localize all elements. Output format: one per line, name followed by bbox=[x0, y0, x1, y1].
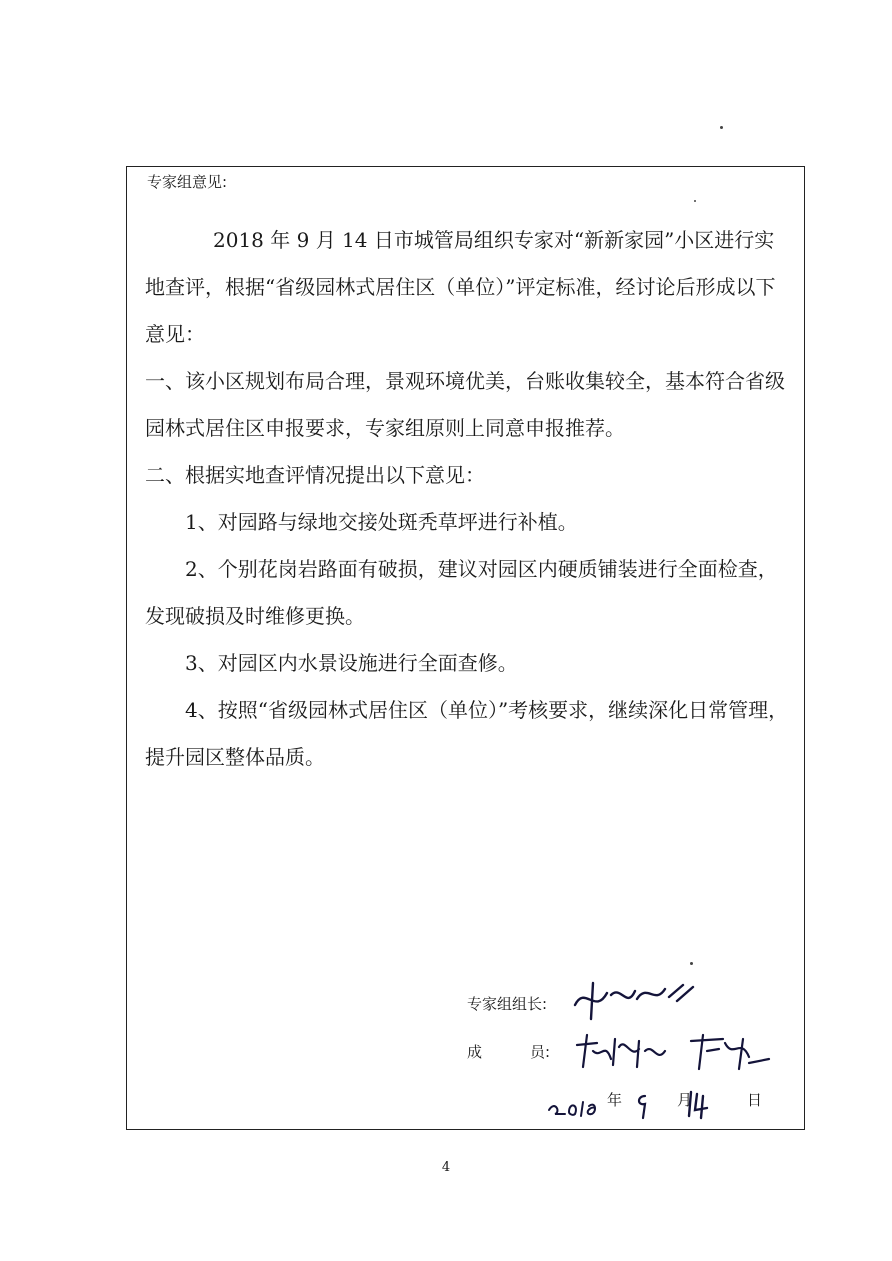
suggestion-3: 3、对园区内水景设施进行全面查修。 bbox=[185, 651, 518, 675]
members-signature-line bbox=[467, 1041, 550, 1062]
members-signature-image bbox=[573, 1029, 773, 1075]
suggestion-1: 1、对园路与绿地交接处斑秃草坪进行补植。 bbox=[185, 510, 578, 534]
member-label-b: 员: bbox=[530, 1043, 551, 1061]
opinion-item-2: 二、根据实地查评情况提出以下意见： bbox=[145, 463, 485, 487]
day-char: 日 bbox=[747, 1091, 763, 1109]
scan-speck bbox=[720, 126, 723, 129]
page-number: 4 bbox=[441, 1160, 451, 1175]
expert-opinion-form bbox=[126, 166, 805, 1130]
section-label: 专家组意见: bbox=[147, 173, 228, 191]
year-char: 年 bbox=[607, 1091, 623, 1109]
leader-label: 专家组组长: bbox=[467, 995, 548, 1013]
intro-paragraph: 2018 年 9 月 14 日市城管局组织专家对“新新家园”小区进行实地查评，根据“省级园林式居住区（单位）”评定标准，经讨论后形成以下意见： bbox=[145, 228, 776, 346]
opinion-body bbox=[145, 217, 791, 781]
opinion-item-1: 一、该小区规划布局合理，景观环境优美，台账收集较全，基本符合省级园林式居住区申报要求，专家组原则上同意申报推荐。 bbox=[145, 369, 785, 440]
suggestion-2: 2、个别花岗岩路面有破损，建议对园区内硬质铺装进行全面检查，发现破损及时维修更换。 bbox=[145, 557, 778, 628]
month-char: 月 bbox=[677, 1091, 693, 1109]
leader-signature-line bbox=[467, 993, 547, 1014]
date-line bbox=[552, 1089, 762, 1110]
leader-signature-image bbox=[565, 975, 705, 1025]
suggestion-4: 4、按照“省级园林式居住区（单位）”考核要求，继续深化日常管理，提升园区整体品质。 bbox=[145, 698, 789, 769]
member-label-a: 成 bbox=[467, 1043, 483, 1061]
